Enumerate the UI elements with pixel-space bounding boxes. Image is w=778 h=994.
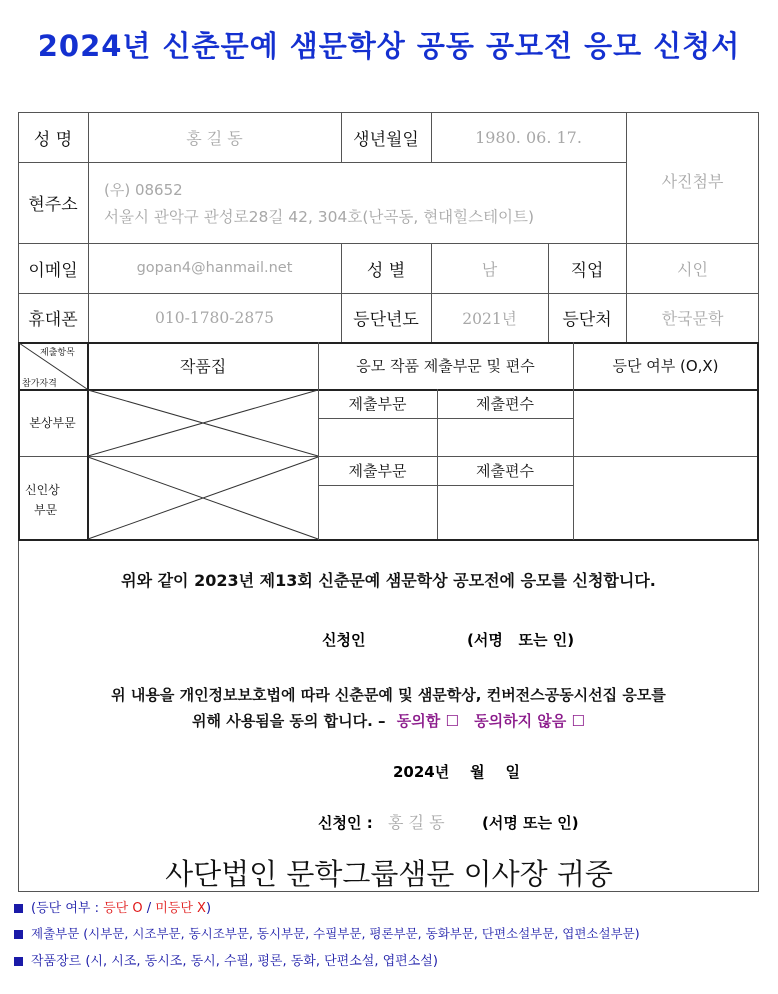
- footer-note-debut: (등단 여부 : 등단 O / 미등단 X): [14, 897, 211, 916]
- square-bullet-icon: [14, 957, 23, 966]
- job-label: 직업: [570, 260, 604, 281]
- recipient-line: 사단법인 문학그룹샘문 이사장 귀중: [165, 857, 613, 891]
- birth-field[interactable]: 1980. 06. 17.: [475, 127, 582, 147]
- postal-code-field[interactable]: (우) 08652: [104, 181, 183, 199]
- signature-note-2: (서명 또는 인): [482, 814, 579, 832]
- debut-place-field[interactable]: 한국문학: [661, 309, 724, 328]
- row2-submit-count-header: 제출편수: [476, 462, 534, 480]
- debut-o-text: 등단 O: [103, 901, 143, 916]
- photo-attach[interactable]: 사진첨부: [661, 171, 724, 191]
- footer-note-genres: 작품장르 (시, 시조, 동시조, 동시, 수필, 평론, 동화, 단편소설, 엽편소설): [14, 950, 438, 969]
- newcomer-row-label-1: 신인상: [25, 483, 60, 497]
- row2-category-input[interactable]: [319, 486, 436, 538]
- corner-top-label: 제출항목: [40, 348, 75, 358]
- debut-x-text: 미등단 X: [155, 901, 206, 916]
- square-bullet-icon: [14, 930, 23, 939]
- email-label: 이메일: [28, 260, 78, 281]
- square-bullet-icon: [14, 904, 23, 913]
- email-field[interactable]: gopan4@hanmail.net: [136, 260, 293, 276]
- row2-count-input[interactable]: [438, 486, 572, 538]
- phone-label: 휴대폰: [28, 310, 78, 330]
- birth-label: 생년월일: [353, 129, 419, 150]
- privacy-consent-line1: 위 내용을 개인정보보호법에 따라 신춘문예 및 샘문학상, 컨버전스공동시선집 응모를: [111, 686, 666, 704]
- footer-note-categories: 제출부문 (시부문, 시조부문, 동시조부문, 동시부문, 수필부문, 평론부문, 동화부문, 단편소설부문, 엽편소설부문): [14, 924, 640, 942]
- row1-category-input[interactable]: [319, 419, 436, 455]
- address-label: 현주소: [28, 195, 78, 215]
- row1-debut-input[interactable]: [574, 390, 756, 455]
- name-label: 성 명: [33, 129, 73, 150]
- debut-year-field[interactable]: 2021년: [462, 309, 517, 328]
- disagree-checkbox[interactable]: 동의하지 않음 ☐: [474, 712, 585, 730]
- row2-debut-input[interactable]: [574, 457, 756, 538]
- works-column-header: 작품집: [179, 357, 227, 376]
- address-field[interactable]: 서울시 관악구 관성로28길 42, 304호(난곡동, 현대힐스테이트): [104, 208, 535, 226]
- debut-year-label: 등단년도: [353, 310, 419, 330]
- debut-place-label: 등단처: [562, 310, 612, 330]
- corner-bottom-label: 참가자격: [22, 379, 57, 389]
- main-award-row-label: 본상부문: [29, 416, 76, 430]
- newcomer-row-label-2: 부문: [34, 503, 58, 517]
- row1-submit-category-header: 제출부문: [348, 395, 407, 413]
- job-field[interactable]: 시인: [677, 259, 708, 279]
- privacy-consent-text: 위해 사용됨을 동의 합니다. –: [192, 712, 386, 730]
- agree-checkbox[interactable]: 동의함 ☐: [396, 712, 459, 730]
- applicant2-name[interactable]: 홍 길 동: [388, 813, 445, 832]
- applicant2-label: 신청인 :: [318, 814, 373, 832]
- row2-submit-category-header: 제출부문: [348, 462, 407, 480]
- privacy-consent-line2: [20, 710, 757, 731]
- applicant-label: 신청인: [322, 631, 366, 649]
- debut-column-header: 등단 여부 (O,X): [612, 357, 719, 375]
- application-statement: 위와 같이 2023년 제13회 신춘문예 샘문학상 공모전에 응모를 신청합니다.: [121, 571, 656, 590]
- submission-column-header: 응모 작품 제출부문 및 편수: [356, 357, 535, 375]
- name-field[interactable]: 홍 길 동: [186, 128, 243, 148]
- gender-label: 성 별: [366, 260, 406, 281]
- form-title: 2024년 신춘문예 샘문학상 공동 공모전 응모 신청서: [37, 29, 741, 63]
- row1-submit-count-header: 제출편수: [476, 395, 534, 413]
- signature-note: (서명 또는 인): [467, 631, 575, 649]
- gender-field[interactable]: 남: [481, 259, 498, 279]
- row1-count-input[interactable]: [438, 419, 572, 455]
- phone-field[interactable]: 010-1780-2875: [155, 308, 274, 327]
- application-date[interactable]: 2024년 월 일: [393, 763, 520, 781]
